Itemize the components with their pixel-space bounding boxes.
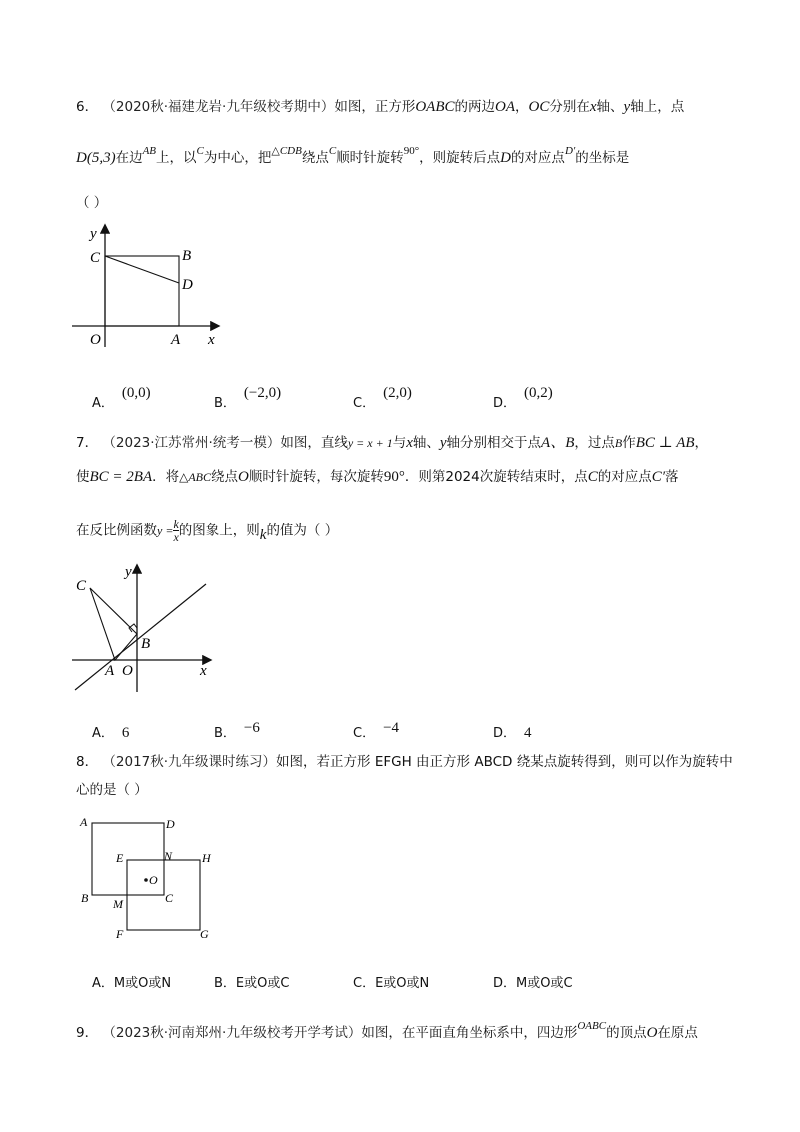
- q7-math: y = x + 1: [347, 436, 393, 450]
- q6-text: 上，以: [156, 150, 197, 166]
- q6-text: 在边: [115, 150, 143, 166]
- option-label: D．: [493, 396, 517, 411]
- q9-number: 9．: [76, 1025, 99, 1041]
- option-value: −6: [243, 720, 260, 736]
- q9-math: OABC: [577, 1020, 607, 1032]
- q7-frac-den: x: [173, 530, 179, 544]
- q7-math: k: [259, 526, 267, 543]
- option-value: E或O或C: [235, 976, 290, 991]
- q7-option-a[interactable]: [92, 722, 129, 742]
- q6-math: y: [623, 99, 631, 115]
- q7-math: A、B: [541, 435, 575, 451]
- q6-text: 的对应点: [510, 150, 565, 166]
- q7-line-2: [76, 467, 679, 487]
- q6-math: C: [328, 145, 337, 157]
- option-value: 6: [121, 725, 130, 741]
- q7-math: BC = 2BA: [89, 469, 153, 485]
- q6-segment-cd: [105, 256, 179, 283]
- q6-label-d: D: [182, 277, 193, 293]
- q8-text: 如图，若正方形 EFGH 由正方形 ABCD 绕某点旋转得到，则可以作为旋转中: [276, 754, 733, 770]
- q7-line-3: [76, 518, 338, 543]
- option-label: A．: [92, 396, 114, 411]
- q7-number: 7．: [76, 435, 99, 451]
- q6-text: 的两边: [454, 99, 496, 115]
- q7-text: 与: [392, 435, 407, 451]
- option-label: D．: [493, 726, 517, 741]
- q6-label-b: B: [182, 248, 192, 264]
- q8-point-o: [144, 878, 148, 882]
- q8-label-m: M: [113, 897, 123, 911]
- q6-label-y: y: [90, 226, 97, 242]
- option-label: A．: [92, 726, 114, 741]
- q6-math: OABC: [415, 99, 455, 115]
- q7-text: 绕点: [211, 469, 239, 485]
- q7-option-d[interactable]: [493, 722, 532, 742]
- q6-label-x: x: [208, 332, 215, 348]
- q8-label-a: A: [80, 815, 88, 829]
- q7-label-c: C: [76, 578, 87, 594]
- q6-math: OA: [495, 99, 516, 115]
- option-label: B．: [214, 396, 236, 411]
- q7-math: C′: [651, 469, 666, 485]
- option-value: (0,2): [524, 385, 553, 401]
- q8-number: 8．: [76, 754, 99, 770]
- q7-math: BC ⊥ AB: [635, 435, 695, 451]
- q7-source: （2023·江苏常州·统考一模）: [102, 435, 281, 451]
- q7-text: ．将: [152, 469, 180, 485]
- q7-option-b[interactable]: [214, 722, 260, 742]
- q8-label-e: E: [116, 851, 124, 865]
- option-value: E或O或N: [375, 976, 430, 991]
- q6-option-b[interactable]: [214, 385, 282, 412]
- option-label: C．: [353, 396, 376, 411]
- q7-text: 的图象上，则: [178, 522, 260, 539]
- q6-text: 为中心，把: [203, 150, 272, 166]
- q9-text: 的顶点: [606, 1025, 647, 1041]
- q6-text: 分别在: [549, 99, 590, 115]
- q6-source: （2020秋·福建龙岩·九年级校考期中）: [102, 99, 335, 115]
- q6-text: 顺时针旋转: [336, 150, 404, 166]
- q8-text: 心的是（ ）: [76, 782, 148, 798]
- q7-text: ．则第2024次旋转结束时，点: [404, 469, 588, 485]
- q6-option-a[interactable]: [92, 385, 151, 412]
- q7-math: x: [406, 435, 413, 451]
- q8-source: （2017秋·九年级课时练习）: [102, 754, 277, 770]
- q8-label-c: C: [165, 891, 174, 905]
- q8-label-h: H: [202, 851, 211, 865]
- q7-math: y =: [157, 523, 174, 538]
- q6-text: 绕点: [301, 150, 329, 166]
- q6-line-2: [76, 145, 630, 169]
- q6-line-1: [76, 97, 684, 117]
- q6-answer-blank: （ ）: [76, 195, 108, 211]
- q8-option-c[interactable]: [353, 972, 429, 991]
- q7-label-o: O: [122, 663, 133, 679]
- q8-label-o: O: [149, 873, 158, 887]
- q7-text: 如图，直线: [280, 435, 348, 451]
- q8-option-b[interactable]: [214, 972, 289, 991]
- q6-text: ，: [515, 99, 529, 115]
- option-label: C．: [353, 726, 376, 741]
- q6-option-c[interactable]: [353, 385, 412, 412]
- q8-option-a[interactable]: [92, 972, 171, 991]
- option-label: C．: [353, 976, 376, 991]
- q6-math: x: [589, 99, 597, 115]
- q6-label-a: A: [171, 332, 181, 348]
- option-value: 4: [524, 725, 532, 741]
- q7-line-1: [76, 433, 708, 453]
- option-value: −4: [383, 720, 400, 736]
- option-label: D．: [493, 976, 517, 991]
- q7-text: 顺时针旋转，每次旋转: [248, 469, 384, 485]
- option-label: B．: [214, 726, 236, 741]
- q9-math: O: [646, 1025, 658, 1041]
- q7-label-b: B: [141, 636, 151, 652]
- q8-label-d: D: [166, 817, 175, 831]
- q9-line-1: [76, 1020, 698, 1044]
- q6-square: [105, 256, 179, 326]
- option-value: (0,0): [121, 385, 151, 401]
- q6-label-c: C: [90, 250, 101, 266]
- q7-math: C: [587, 469, 598, 485]
- q6-math: D(5,3): [76, 150, 116, 166]
- q8-line-1: [76, 752, 733, 772]
- option-label: B．: [214, 976, 236, 991]
- q6-text: 如图，正方形: [334, 99, 416, 115]
- q6-text: ，则旋转后点: [419, 150, 501, 166]
- option-label: A．: [92, 976, 114, 991]
- q7-math: y: [439, 435, 447, 451]
- q7-math: O: [238, 469, 249, 485]
- q7-text: 落: [665, 469, 679, 485]
- q7-label-y: y: [125, 564, 132, 580]
- q6-math: D: [500, 150, 511, 166]
- q6-math: D′: [564, 145, 576, 157]
- q6-math: 90°: [403, 145, 420, 157]
- q8-label-n: N: [164, 849, 173, 863]
- q6-text: 轴、: [596, 99, 624, 115]
- q7-figure: [70, 562, 220, 694]
- q7-frac-num: k: [173, 517, 179, 531]
- q7-text: 在反比例函数: [76, 522, 157, 539]
- q7-text: ，过点: [574, 435, 615, 451]
- q7-label-x: x: [200, 663, 207, 679]
- q8-label-b: B: [81, 891, 89, 905]
- q7-math: B: [614, 436, 623, 450]
- q7-option-c[interactable]: [353, 722, 399, 742]
- q6-text: 的坐标是: [575, 150, 630, 166]
- q6-option-d[interactable]: [493, 385, 553, 412]
- option-value: (2,0): [383, 385, 412, 401]
- q7-label-a: A: [105, 663, 115, 679]
- q6-math: OC: [528, 99, 550, 115]
- q7-triangle-abc: [90, 588, 137, 660]
- q6-math: C: [196, 145, 204, 157]
- q6-line-3: [76, 193, 107, 213]
- q7-text: ，: [694, 435, 709, 451]
- q7-text: 的对应点: [597, 469, 652, 485]
- q9-text: 在原点: [657, 1025, 698, 1041]
- q8-line-2: [76, 780, 148, 800]
- q8-label-g: G: [200, 927, 209, 941]
- q6-figure: [70, 222, 230, 352]
- q7-text: 轴分别相交于点: [446, 435, 542, 451]
- q8-figure: [76, 812, 226, 944]
- option-value: M或O或C: [516, 976, 573, 991]
- q7-text: 作: [622, 435, 636, 451]
- q8-option-d[interactable]: [493, 972, 573, 991]
- q8-label-f: F: [116, 927, 124, 941]
- q7-text: 轴、: [412, 435, 440, 451]
- q9-text: 如图，在平面直角坐标系中，四边形: [361, 1025, 578, 1041]
- q7-text: 的值为（ ）: [266, 522, 339, 539]
- option-value: M或O或N: [113, 976, 172, 991]
- q6-number: 6．: [76, 99, 99, 115]
- q9-source: （2023秋·河南郑州·九年级校考开学考试）: [102, 1025, 362, 1041]
- q7-math: △ABC: [179, 470, 212, 484]
- q6-math: △CDB: [271, 145, 302, 157]
- q6-math: AB: [142, 145, 157, 157]
- q6-text: 轴上，点: [630, 99, 685, 115]
- q6-label-o: O: [90, 332, 101, 348]
- q7-math: 90°: [383, 469, 405, 485]
- option-value: (−2,0): [243, 385, 282, 401]
- q7-text: 使: [76, 469, 90, 485]
